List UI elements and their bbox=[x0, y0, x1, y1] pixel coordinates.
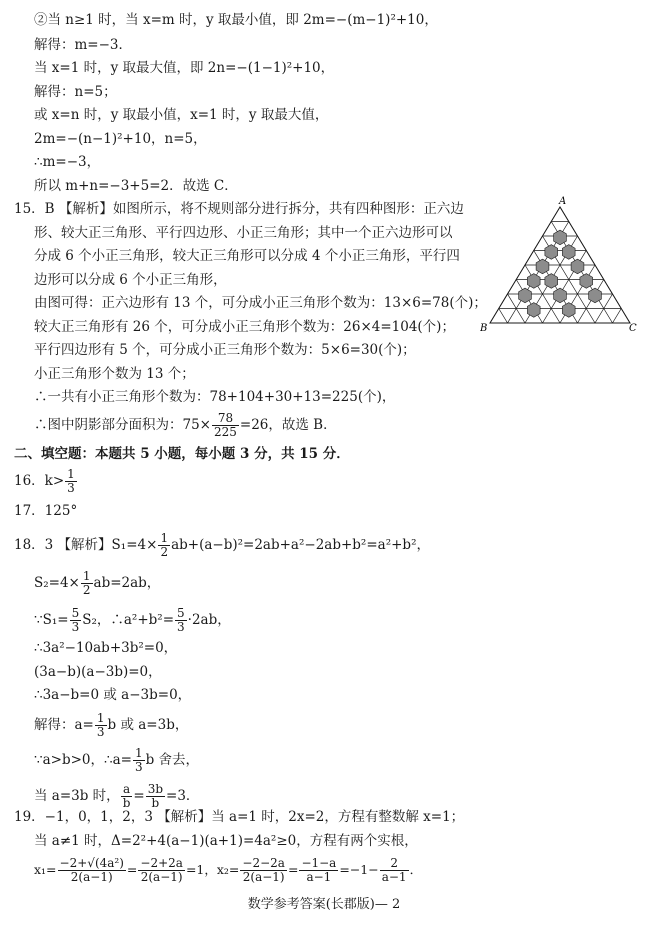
text: b 或 a=3b， bbox=[107, 717, 189, 733]
numerator: −2+√(4a²) bbox=[59, 856, 124, 870]
fraction bbox=[240, 857, 287, 884]
text: ∵S₁= bbox=[34, 612, 69, 628]
text: S₂，∴a²+b²= bbox=[82, 612, 175, 628]
text-line: 当 x=1 时，y 取最大值，即 2n=−(1−1)²+10， bbox=[34, 60, 335, 76]
shaded-hexagon bbox=[545, 274, 558, 289]
numerator: 5 bbox=[177, 606, 185, 620]
denominator: 225 bbox=[214, 425, 237, 439]
fraction bbox=[70, 607, 82, 634]
text: ab+(a−b)²=2ab+a²−2ab+b²=a²+b²， bbox=[171, 537, 430, 553]
text-line: ∴一共有小正三角形个数为：78+104+30+13=225(个)， bbox=[34, 389, 396, 405]
fraction bbox=[212, 412, 239, 439]
fraction bbox=[133, 747, 145, 774]
text-line bbox=[34, 747, 199, 774]
numerator: 2 bbox=[380, 857, 409, 871]
shaded-hexagon bbox=[554, 230, 567, 245]
denominator: 3 bbox=[96, 725, 105, 739]
text-line: 或 x=n 时，y 取最小值，x=1 时，y 取最大值， bbox=[34, 107, 329, 123]
shaded-hexagon bbox=[527, 274, 540, 289]
text-line: 所以 m+n=−3+5=2．故选 C． bbox=[34, 178, 238, 194]
fraction bbox=[146, 783, 165, 810]
figure-shapes bbox=[490, 207, 630, 323]
question-15-text: 15．B 【解析】如图所示，将不规则部分进行拆分，共有四种图形：正六边 bbox=[14, 201, 464, 217]
numerator: 1 bbox=[67, 467, 75, 481]
text: =26，故选 B． bbox=[239, 417, 337, 433]
numerator: 5 bbox=[71, 606, 80, 620]
text: ∴图中阴影部分面积为：75× bbox=[34, 417, 211, 433]
text-line: 边形可以分成 6 个小正三角形， bbox=[34, 272, 227, 288]
grid-triangle bbox=[543, 309, 561, 324]
text-line: 解得：m=−3． bbox=[34, 37, 133, 53]
text: 16．k> bbox=[14, 473, 65, 489]
text-line bbox=[34, 412, 337, 439]
text-line: ∴3a−b=0 或 a−3b=0， bbox=[34, 687, 192, 703]
shaded-hexagon bbox=[589, 288, 602, 303]
vertex-label-c: C bbox=[629, 323, 637, 334]
text: ab=2ab， bbox=[93, 575, 161, 591]
text: x₁= bbox=[34, 862, 57, 877]
denominator: 2 bbox=[82, 583, 91, 597]
text-line: 2m=−(n−1)²+10，n=5， bbox=[34, 131, 207, 147]
text-line bbox=[34, 570, 160, 597]
numerator: 1 bbox=[96, 711, 105, 725]
fraction bbox=[138, 857, 185, 884]
denominator: 3 bbox=[134, 760, 143, 774]
fraction bbox=[380, 857, 409, 884]
shaded-hexagon bbox=[562, 245, 575, 260]
page-footer: 数学参考答案(长郡版)— 2 bbox=[247, 897, 401, 912]
denominator: 2(a−1) bbox=[140, 870, 183, 884]
fraction bbox=[175, 607, 187, 634]
vertex-label-a: A bbox=[559, 196, 567, 207]
text-line: 形、较大正三角形、平行四边形、小正三角形；其中一个正六边形可以 bbox=[34, 225, 453, 241]
text: =1，x₂= bbox=[185, 862, 240, 877]
denominator: b bbox=[151, 796, 160, 810]
grid-triangle bbox=[595, 309, 613, 324]
text: = bbox=[133, 788, 145, 804]
grid-triangle bbox=[613, 309, 631, 324]
grid-triangle bbox=[508, 309, 526, 324]
text-line bbox=[34, 712, 188, 739]
question-18-text bbox=[14, 532, 430, 559]
question-17-text: 17．125° bbox=[14, 503, 78, 519]
text: ． bbox=[409, 862, 423, 877]
text-line: 分成 6 个小正三角形，较大正三角形可以分成 4 个小正三角形，平行四 bbox=[34, 248, 460, 264]
denominator: 3 bbox=[177, 620, 185, 634]
denominator: 2(a−1) bbox=[242, 870, 285, 884]
text: b 舍去， bbox=[145, 752, 200, 768]
question-16-text bbox=[14, 468, 78, 495]
fraction bbox=[58, 857, 126, 884]
text-line: 小正三角形个数为 13 个； bbox=[34, 366, 195, 382]
text-line: 当 a≠1 时，Δ=2²+4(a−1)(a+1)=4a²≥0，方程有两个实根， bbox=[34, 833, 418, 849]
shaded-hexagon bbox=[545, 245, 558, 260]
text: 解得：a= bbox=[34, 717, 94, 733]
text: = bbox=[126, 862, 138, 877]
text: 当 a=3b 时， bbox=[34, 788, 120, 804]
fraction bbox=[121, 783, 133, 810]
fraction bbox=[81, 570, 93, 597]
text: =3． bbox=[166, 788, 200, 804]
numerator: 1 bbox=[134, 746, 143, 760]
grid-triangle bbox=[490, 309, 508, 324]
denominator: a−1 bbox=[381, 870, 407, 884]
text: 18．3 【解析】S₁=4× bbox=[14, 537, 158, 553]
text: ∵a>b>0，∴a= bbox=[34, 752, 132, 768]
denominator: 3 bbox=[67, 481, 75, 495]
triangle-figure bbox=[480, 195, 640, 335]
text: = bbox=[287, 862, 299, 877]
numerator: 3b bbox=[147, 782, 164, 796]
text-line: 解得：n=5； bbox=[34, 84, 117, 100]
text-line bbox=[34, 783, 199, 810]
text: S₂=4× bbox=[34, 575, 80, 591]
text-line: ∴m=−3， bbox=[34, 154, 101, 170]
grid-triangle bbox=[604, 294, 622, 309]
text: =−1− bbox=[339, 862, 379, 877]
text-line: (3a−b)(a−3b)=0， bbox=[34, 664, 162, 680]
fraction bbox=[158, 532, 170, 559]
text-line: 较大正三角形有 26 个，可分成小正三角形个数为：26×4=104(个)； bbox=[34, 319, 455, 335]
section-heading: 二、填空题：本题共 5 小题，每小题 3 分，共 15 分． bbox=[14, 446, 350, 462]
shaded-hexagon bbox=[562, 303, 575, 318]
shaded-hexagon bbox=[580, 274, 593, 289]
shaded-hexagon bbox=[536, 259, 549, 274]
numerator: −1−a bbox=[301, 856, 337, 870]
denominator: a−1 bbox=[306, 870, 332, 884]
denominator: b bbox=[122, 796, 131, 810]
grid-triangle bbox=[578, 309, 596, 324]
text: ·2ab， bbox=[187, 612, 231, 628]
shaded-hexagon bbox=[554, 288, 567, 303]
fraction bbox=[95, 712, 107, 739]
denominator: 3 bbox=[71, 620, 80, 634]
fraction bbox=[65, 468, 77, 495]
numerator: −2−2a bbox=[242, 856, 285, 870]
numerator: −2+2a bbox=[140, 856, 183, 870]
question-19-text: 19．−1，0，1，2，3 【解析】当 a=1 时，2x=2，方程有整数解 x=1； bbox=[14, 809, 465, 825]
vertex-label-b: B bbox=[480, 323, 488, 334]
text-line: 平行四边形有 5 个，可分成小正三角形个数为：5×6=30(个)； bbox=[34, 342, 416, 358]
text-line: ∴3a²−10ab+3b²=0， bbox=[34, 640, 178, 656]
numerator: 1 bbox=[82, 569, 91, 583]
shaded-hexagon bbox=[571, 259, 584, 274]
shaded-hexagon bbox=[519, 288, 532, 303]
numerator: 1 bbox=[160, 531, 169, 545]
text-line bbox=[34, 857, 422, 884]
grid-triangle bbox=[551, 207, 569, 222]
shaded-hexagon bbox=[527, 303, 540, 318]
grid-triangle bbox=[499, 294, 517, 309]
numerator: a bbox=[121, 783, 133, 797]
denominator: 2(a−1) bbox=[70, 870, 113, 884]
text-line bbox=[34, 607, 231, 634]
text-line: 由图可得：正六边形有 13 个，可分成小正三角形个数为：13×6=78(个)； bbox=[34, 295, 487, 311]
numerator: 78 bbox=[212, 412, 239, 426]
denominator: 2 bbox=[160, 545, 169, 559]
text-line: ②当 n≥1 时，当 x=m 时，y 取最小值，即 2m=−(m−1)²+10， bbox=[34, 12, 438, 28]
fraction bbox=[299, 857, 338, 884]
